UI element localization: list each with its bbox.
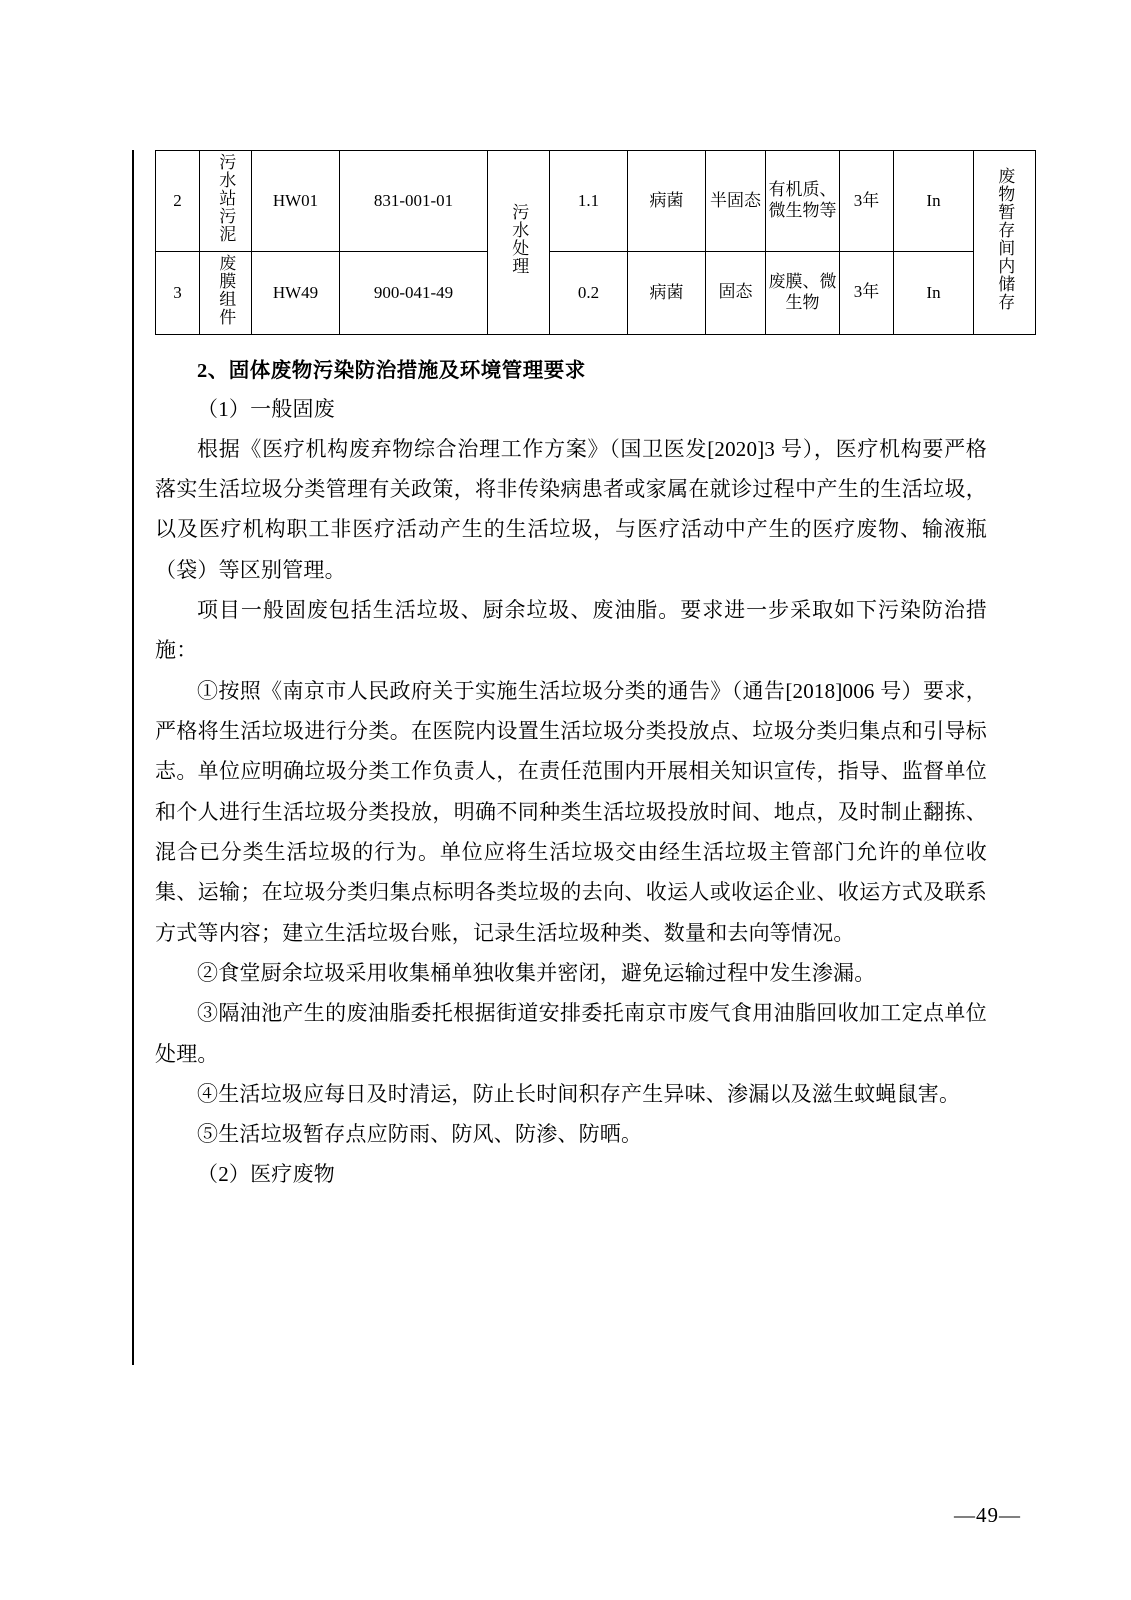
- cell-waste-code: 831-001-01: [340, 151, 488, 252]
- cell-disposal: [974, 151, 1036, 335]
- cell-waste-code: 900-041-49: [340, 251, 488, 334]
- section-heading: 2、固体废物污染防治措施及环境管理要求: [197, 359, 586, 382]
- cell-hazard: 病菌: [628, 251, 706, 334]
- cell-composition: [766, 251, 840, 334]
- paragraph-4: ②食堂厨余垃圾采用收集桶单独收集并密闭，避免运输过程中发生渗漏。: [197, 960, 876, 985]
- cell-form: [706, 151, 766, 252]
- cell-form-text: 固态: [718, 282, 753, 302]
- cell-form: [706, 251, 766, 334]
- page-number: —49—: [954, 1503, 1021, 1527]
- paragraph-5: ③隔油池产生的废油脂委托根据街道安排委托南京市废气食用油脂回收加工定点单位处理。: [155, 1001, 987, 1066]
- cell-amount: 0.2: [550, 251, 628, 334]
- cell-composition-text: 废膜、微生物: [768, 272, 837, 312]
- cell-source: [488, 151, 550, 335]
- paragraph-7: ⑤生活垃圾暂存点应防雨、防风、防渗、防晒。: [197, 1122, 643, 1147]
- cell-storage-period: [840, 251, 894, 334]
- paragraph-1: 根据《医疗机构废弃物综合治理工作方案》（国卫医发[2020]3 号），医疗机构要严格落实生活垃圾分类管理有关政策，将非传染病患者或家属在就诊过程中产生的生活垃圾，以及医疗机构职工非医疗活动产生的生活垃圾，与医疗活动中产生的医疗废物、输液瓶（袋）等区别管理。: [155, 436, 987, 582]
- paragraph-8: （2）医疗废物: [197, 1162, 335, 1187]
- cell-composition-text: 有机质、微生物等: [768, 180, 837, 220]
- cell-hazard: 病菌: [628, 151, 706, 252]
- cell-form-text: 半固态: [710, 190, 761, 210]
- paragraph-3: ①按照《南京市人民政府关于实施生活垃圾分类的通告》（通告[2018]006 号）要求，严格将生活垃圾进行分类。在医院内设置生活垃圾分类投放点、垃圾分类归集点和引导标志。单位应明确垃圾分类工作负责人，在责任范围内开展相关知识宣传，指导、监督单位和个人进行生活垃圾分类投放，明确不同种类生活垃圾投放时间、地点，及时制止翻拣、混合已分类生活垃圾的行为。单位应将生活垃圾交由经生活垃圾主管部门允许的单位收集、运输；在垃圾分类归集点标明各类垃圾的去向、收运人或收运企业、收运方式及联系方式等内容；建立生活垃圾台账，记录生活垃圾种类、数量和去向等情况。: [155, 678, 987, 945]
- cell-storage-period: [840, 151, 894, 252]
- cell-flow: In: [894, 251, 974, 334]
- cell-hw-code: HW49: [252, 251, 340, 334]
- cell-hw-code: HW01: [252, 151, 340, 252]
- cell-waste-name: [200, 251, 252, 334]
- cell-composition: [766, 151, 840, 252]
- cell-waste-name-text: 污水站污泥: [216, 153, 236, 243]
- table-row: [156, 151, 1036, 252]
- cell-waste-name-text: 废膜组件: [216, 253, 236, 326]
- paragraph-6: ④生活垃圾应每日及时清运，防止长时间积存产生异味、渗漏以及滋生蚊蝇鼠害。: [197, 1081, 961, 1106]
- paragraph-2: 项目一般固废包括生活垃圾、厨余垃圾、废油脂。要求进一步采取如下污染防治措施：: [155, 598, 987, 663]
- table-row: [156, 251, 1036, 334]
- solid-waste-table: [155, 150, 1036, 335]
- cell-row-no: 3: [156, 251, 200, 334]
- cell-amount: 1.1: [550, 151, 628, 252]
- cell-disposal-text: 废物暂存间内储存: [995, 167, 1015, 312]
- cell-storage-period-text: 3年: [853, 190, 880, 210]
- cell-waste-name: [200, 151, 252, 252]
- cell-flow: In: [894, 151, 974, 252]
- section-sub-heading: （1）一般固废: [197, 396, 335, 421]
- cell-source-text: 污水处理: [509, 203, 529, 276]
- page-content: [155, 150, 1015, 1195]
- cell-storage-period-text: 3年: [853, 282, 880, 302]
- cell-row-no: 2: [156, 151, 200, 252]
